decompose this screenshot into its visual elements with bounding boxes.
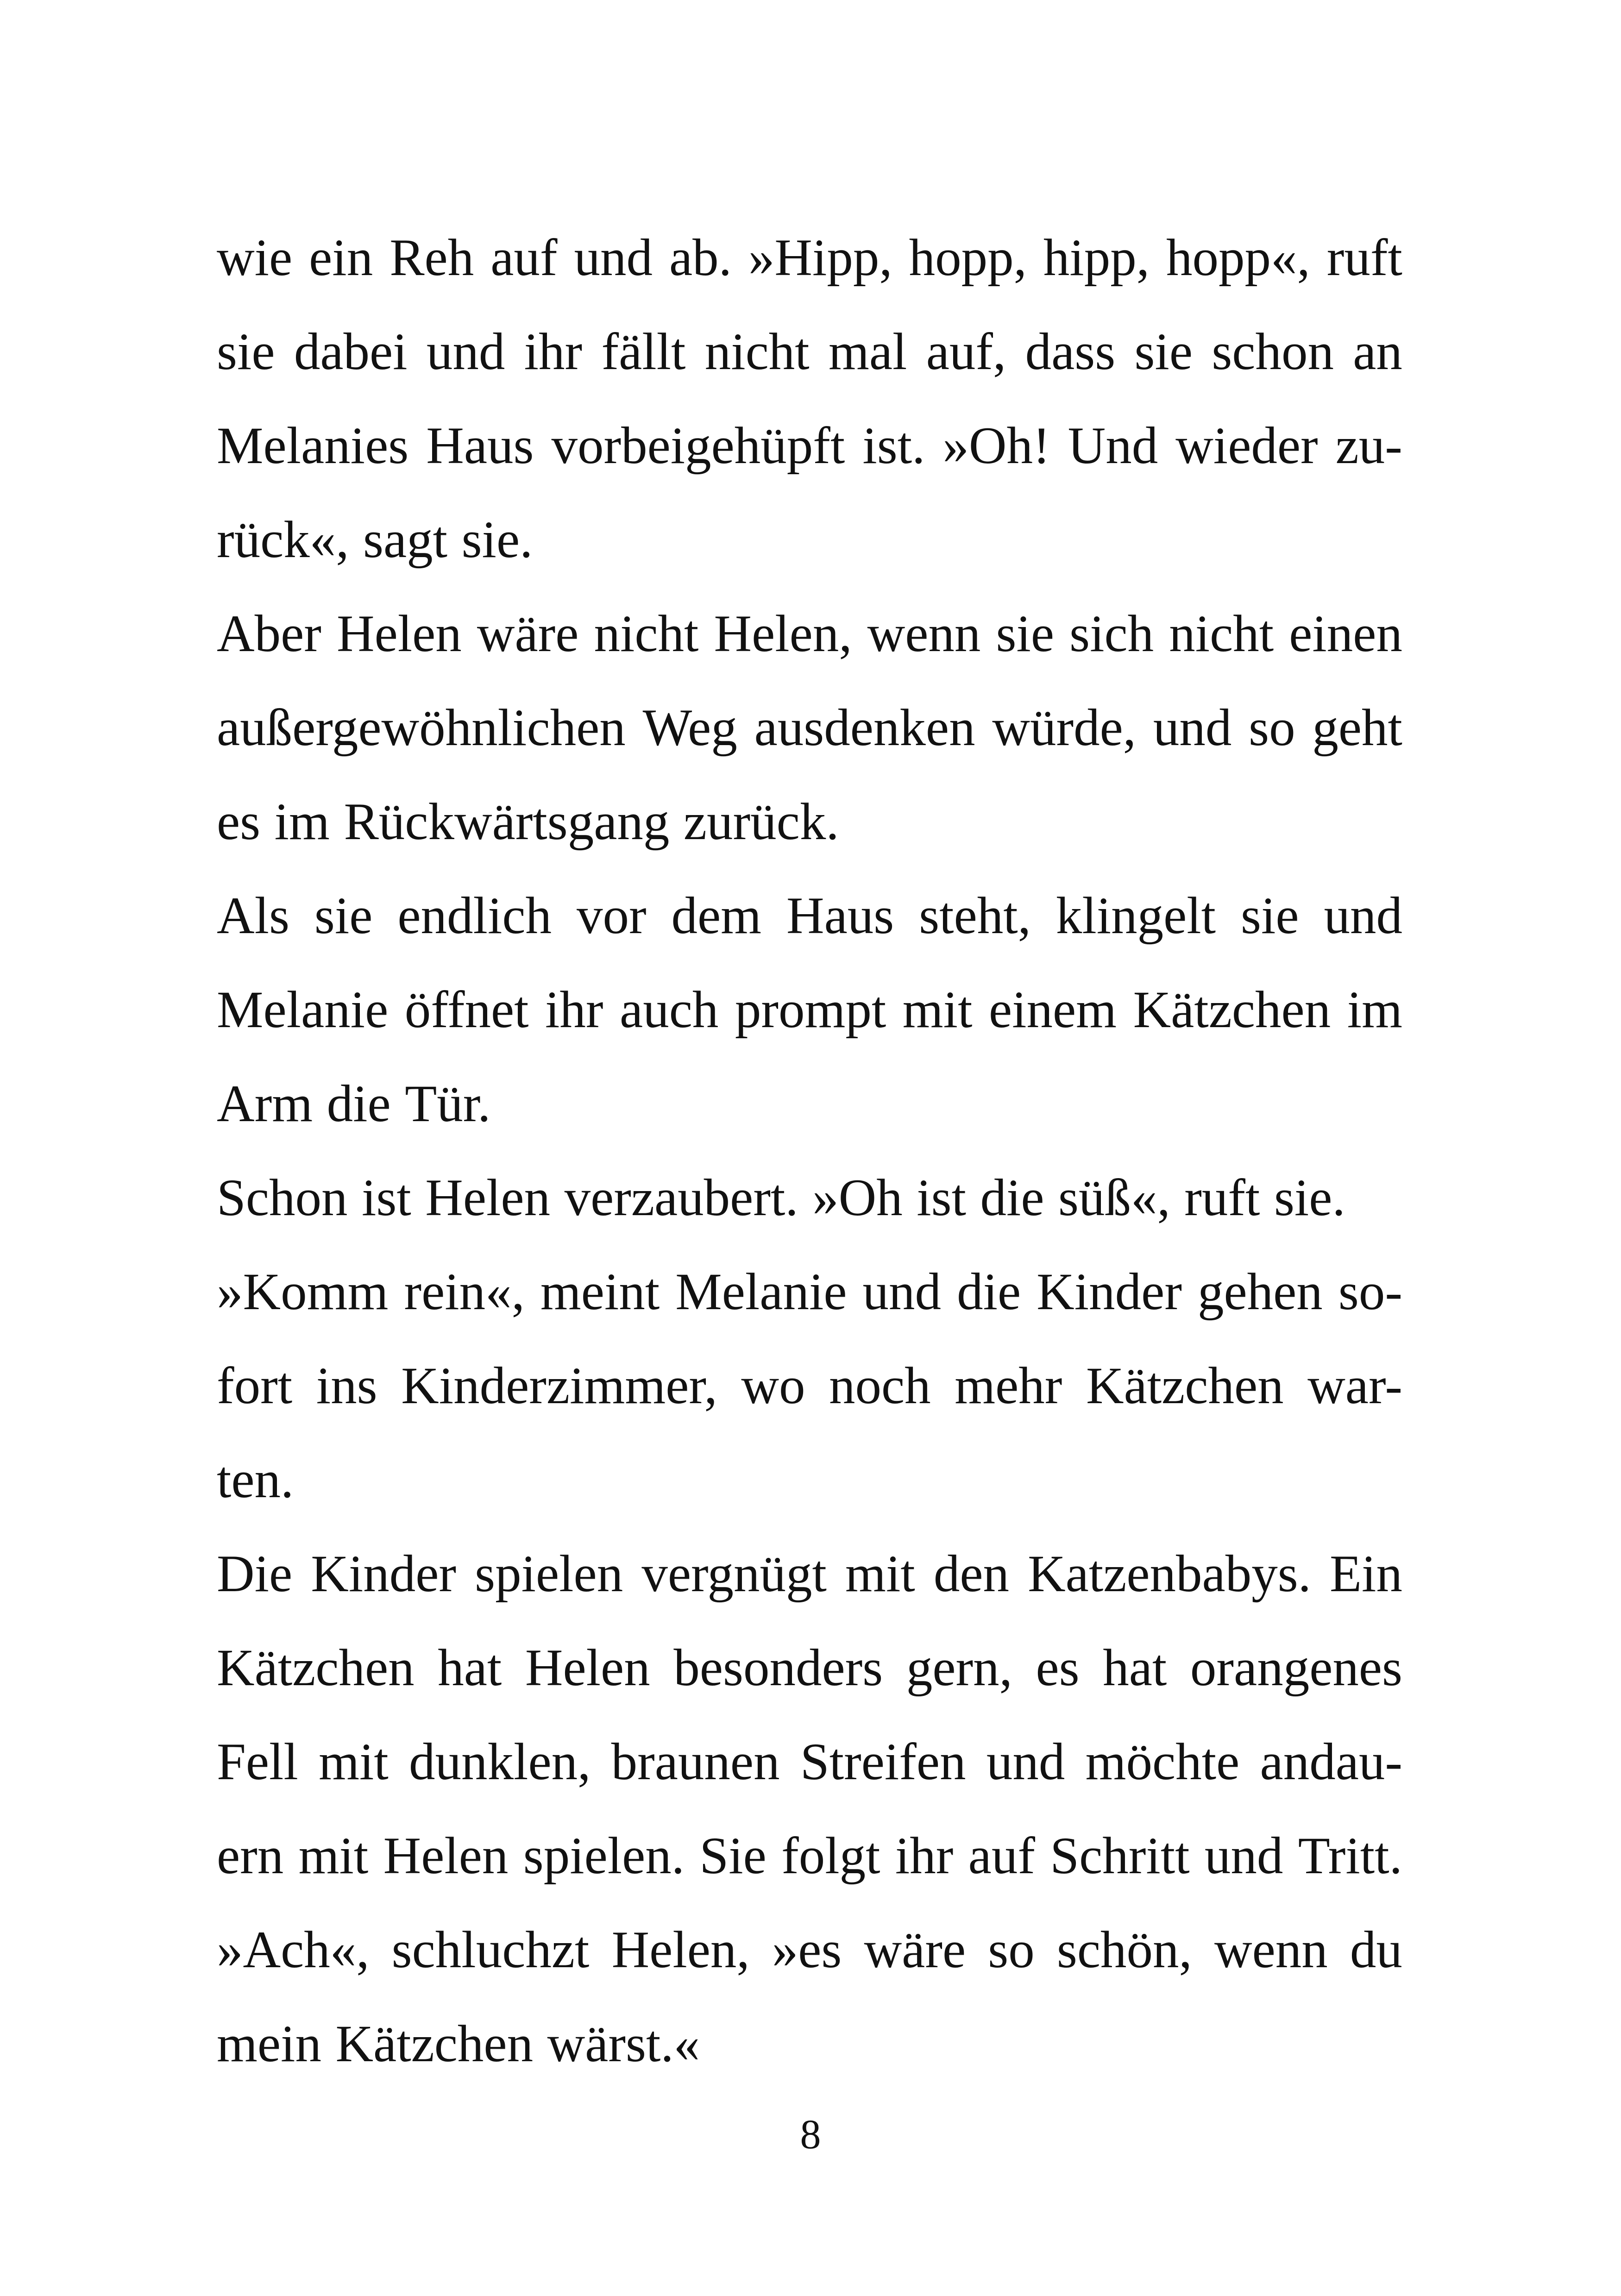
word: sie (1241, 887, 1299, 945)
word: Arm (217, 1075, 313, 1133)
word: sie (217, 323, 275, 381)
word: klingelt (1056, 887, 1216, 945)
word: einem (988, 981, 1117, 1039)
text-line (217, 587, 1402, 681)
word: ihr (895, 1827, 954, 1885)
word: rück«, (217, 511, 349, 569)
text-line (217, 963, 1402, 1057)
word: öffnet (404, 981, 529, 1039)
word: folgt (781, 1827, 880, 1885)
word: Reh (390, 229, 474, 287)
text-line (217, 1621, 1402, 1715)
word: Streifen (800, 1733, 966, 1791)
word: ihr (545, 981, 603, 1039)
word: mit (902, 981, 973, 1039)
word: Helen (383, 1827, 509, 1885)
word: im (1347, 981, 1402, 1039)
word: Sie (699, 1827, 767, 1885)
word: spielen. (523, 1827, 685, 1885)
word: war- (1307, 1357, 1402, 1415)
word: vor (576, 887, 647, 945)
word: nicht (1169, 605, 1274, 663)
word: gehen (1198, 1263, 1323, 1321)
word: und (1153, 699, 1232, 757)
word: hopp, (909, 229, 1027, 287)
word: zurück. (683, 793, 839, 851)
word: wäre (477, 605, 579, 663)
word: sie (996, 605, 1055, 663)
word: mein (217, 2015, 321, 2073)
word: auf (490, 229, 558, 287)
body-text (217, 211, 1402, 2091)
word: geht (1312, 699, 1402, 757)
word: so (1249, 699, 1295, 757)
word: Rückwärtsgang (344, 793, 670, 851)
word: so (988, 1921, 1035, 1979)
word: ab. (669, 229, 732, 287)
word: ist. (862, 417, 925, 475)
word: dem (671, 887, 762, 945)
word: und (426, 323, 505, 381)
text-line (217, 211, 1402, 305)
word: ins (316, 1357, 377, 1415)
text-line (217, 1903, 1402, 1997)
word: meint (540, 1263, 660, 1321)
word: Melanie (675, 1263, 847, 1321)
word: andau- (1260, 1733, 1402, 1791)
word: Tür. (405, 1075, 491, 1133)
word: wie (217, 229, 293, 287)
word: Ein (1330, 1545, 1402, 1603)
word: die (957, 1263, 1021, 1321)
word: Katzenbabys. (1028, 1545, 1311, 1603)
word: außergewöhnlichen (217, 699, 626, 757)
word: Kätzchen (1133, 981, 1331, 1039)
word: Schon (217, 1169, 348, 1227)
word: mit (845, 1545, 915, 1603)
word: prompt (735, 981, 886, 1039)
word: wo (741, 1357, 805, 1415)
text-line (217, 305, 1402, 399)
text-line (217, 1715, 1402, 1809)
word: und (986, 1733, 1065, 1791)
text-line (217, 1997, 1402, 2091)
word: Helen (336, 605, 462, 663)
word: mal (829, 323, 907, 381)
word: hat (1103, 1639, 1167, 1697)
word: schluchzt (391, 1921, 590, 1979)
word: dabei (294, 323, 408, 381)
word: möchte (1085, 1733, 1240, 1791)
text-line (217, 1433, 1402, 1527)
word: spielen (475, 1545, 623, 1603)
word: Die (217, 1545, 293, 1603)
word: braunen (611, 1733, 780, 1791)
text-line (217, 1057, 1402, 1151)
word: ten. (217, 1451, 294, 1509)
word: endlich (397, 887, 552, 945)
word: vorbeigehüpft (551, 417, 845, 475)
word: »Komm (217, 1263, 389, 1321)
word: die (327, 1075, 391, 1133)
word: nicht (704, 323, 810, 381)
word: fort (217, 1357, 293, 1415)
word: auf (968, 1827, 1035, 1885)
text-line (217, 775, 1402, 869)
word: »Oh! (942, 417, 1050, 475)
word: sie (1134, 323, 1193, 381)
word: ihr (524, 323, 583, 381)
word: würde, (992, 699, 1137, 757)
word: Als (217, 887, 289, 945)
text-line (217, 399, 1402, 493)
word: schon (1212, 323, 1334, 381)
text-line (217, 1245, 1402, 1339)
word: zu- (1335, 417, 1402, 475)
text-line (217, 869, 1402, 963)
word: sie. (1274, 1169, 1345, 1227)
word: ausdenken (754, 699, 975, 757)
word: Aber (217, 605, 321, 663)
word: Haus (426, 417, 534, 475)
word: Weg (642, 699, 737, 757)
text-line (217, 1527, 1402, 1621)
word: sie (314, 887, 373, 945)
word: im (274, 793, 330, 851)
word: wieder (1175, 417, 1318, 475)
text-line (217, 1151, 1402, 1245)
word: vergnügt (641, 1545, 827, 1603)
word: Melanies (217, 417, 409, 475)
word: ein (309, 229, 373, 287)
word: schön, (1056, 1921, 1192, 1979)
word: so- (1338, 1263, 1402, 1321)
word: und (574, 229, 653, 287)
word: den (933, 1545, 1009, 1603)
word: an (1353, 323, 1402, 381)
word: ist (917, 1169, 966, 1227)
word: mehr (955, 1357, 1062, 1415)
word: noch (829, 1357, 931, 1415)
word: Kinder (311, 1545, 457, 1603)
word: hopp«, (1166, 229, 1310, 287)
word: auch (620, 981, 719, 1039)
word: Und (1068, 417, 1158, 475)
word: auf, (926, 323, 1006, 381)
word: ern (217, 1827, 284, 1885)
page-number: 8 (800, 2112, 821, 2158)
word: dass (1025, 323, 1116, 381)
word: wäre (864, 1921, 966, 1979)
word: und (1204, 1827, 1283, 1885)
word: Helen (425, 1169, 551, 1227)
word: Kätzchen (217, 1639, 415, 1697)
word: Tritt. (1298, 1827, 1402, 1885)
word: Schritt (1050, 1827, 1190, 1885)
word: wenn (867, 605, 981, 663)
word: wenn (1214, 1921, 1328, 1979)
word: besonders (673, 1639, 883, 1697)
word: Haus (786, 887, 894, 945)
word: nicht (594, 605, 699, 663)
word: orangenes (1190, 1639, 1402, 1697)
word: verzaubert. (564, 1169, 798, 1227)
word: »es (772, 1921, 842, 1979)
word: »Hipp, (748, 229, 892, 287)
word: fällt (601, 323, 686, 381)
word: Fell (217, 1733, 298, 1791)
word: Helen, (611, 1921, 750, 1979)
text-line (217, 681, 1402, 775)
word: »Oh (812, 1169, 903, 1227)
text-line (217, 493, 1402, 587)
word: Melanie (217, 981, 389, 1039)
word: und (1324, 887, 1402, 945)
word: gern, (906, 1639, 1012, 1697)
word: es (1036, 1639, 1080, 1697)
word: es (217, 793, 261, 851)
word: ist (362, 1169, 411, 1227)
word: hat (438, 1639, 502, 1697)
word: Helen (525, 1639, 650, 1697)
word: »Ach«, (217, 1921, 370, 1979)
word: süß«, (1058, 1169, 1170, 1227)
word: mit (319, 1733, 389, 1791)
word: dunklen, (409, 1733, 591, 1791)
word: sich (1069, 605, 1154, 663)
word: und (862, 1263, 942, 1321)
word: die (980, 1169, 1044, 1227)
word: sagt (363, 511, 448, 569)
text-line (217, 1339, 1402, 1433)
word: hipp, (1043, 229, 1150, 287)
word: rein«, (404, 1263, 525, 1321)
word: du (1350, 1921, 1402, 1979)
word: Kätzchen (335, 2015, 534, 2073)
word: ruft (1184, 1169, 1260, 1227)
word: ruft (1326, 229, 1402, 287)
word: Helen, (714, 605, 852, 663)
word: steht, (919, 887, 1031, 945)
word: Kätzchen (1086, 1357, 1284, 1415)
word: wärst.« (547, 2015, 700, 2073)
word: Kinderzimmer, (401, 1357, 717, 1415)
word: Kinder (1037, 1263, 1182, 1321)
word: einen (1289, 605, 1402, 663)
word: mit (298, 1827, 369, 1885)
word: sie. (461, 511, 533, 569)
text-line (217, 1809, 1402, 1903)
